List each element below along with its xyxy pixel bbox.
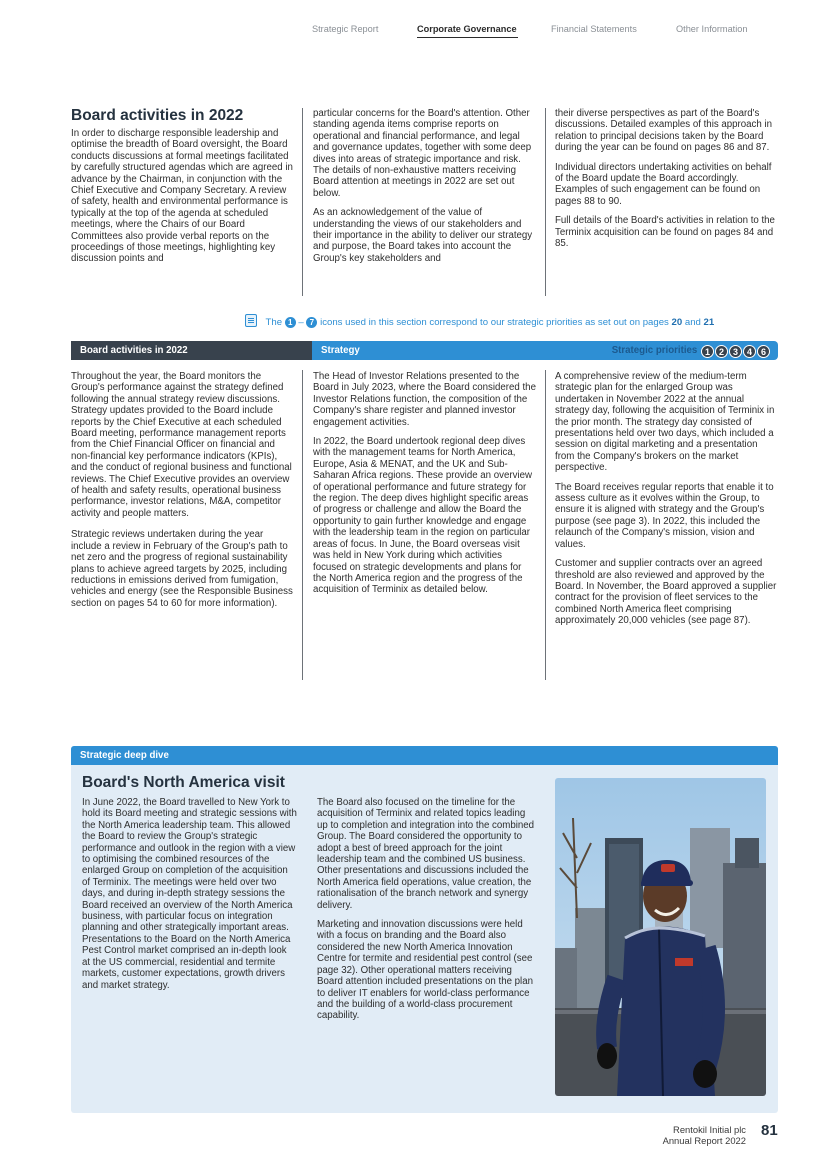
legend-prefix: The — [265, 317, 283, 328]
column-divider — [545, 370, 546, 680]
intro-column-1 — [71, 128, 293, 273]
section-nav — [0, 24, 825, 38]
strategy-column-3 — [555, 371, 777, 635]
priority-badge: 7 — [306, 317, 317, 328]
nav-strategic-report[interactable]: Strategic Report — [312, 24, 379, 34]
priorities-legend — [245, 314, 770, 328]
page-footer — [600, 1124, 746, 1146]
legend-page-link[interactable]: 21 — [703, 317, 715, 328]
deep-dive-col2-para-1: The Board also focused on the timeline for the acquisition of Terminix and related topics leading up to completion and integration into the combined Group. The Board considered the opportunity to adopt a best of breed approach for the joint leadership team and the combined US business. Other presentations and discussions included the North America field operations, value creation, the rationalisation of the branch network and synergy delivery. — [317, 797, 535, 911]
page-number: 81 — [761, 1122, 778, 1139]
column-divider — [302, 370, 303, 680]
strategy-col2-para-2: In 2022, the Board undertook regional deep dives with the management teams for North America, Europe, Asia & MENAT, and the UK and Sub-Saharan Africa regions. These provide an overview of operational performance and future strategy for the region. The deep dives highlight specific areas of progress or challenge and allow the Board the opportunity to gain further knowledge and engage with the leadership team in the region on particular areas of focus. In June, the Board overseas visit was held in New York during which activities focused on strategic developments and plans for the North America region and the progress of the acquisition of Terminix as detailed below. — [313, 436, 532, 596]
deep-dive-column-2 — [317, 797, 535, 1030]
bar-section-title: Board activities in 2022 — [71, 341, 312, 360]
deep-dive-col2-para-2: Marketing and innovation discussions were held with a focus on branding and the Board also considered the new North America Innovation Centre for termite and residential pest control (see page 32). Other operational matters receiving Board attention included presentations on the plan to deliver IT enablers for world-class performance and the building of a world-class procurement capability. — [317, 919, 533, 1022]
deep-dive-column-1 — [82, 797, 297, 999]
footer-report: Annual Report 2022 — [662, 1135, 746, 1146]
intro-col1-text: In order to discharge responsible leadership and optimise the breadth of Board oversight, the Board conducts discussions at formal meetings facilitated by carefully structured agendas which are agreed in advance by the Chairman, in conjunction with the Chief Executive and Company Secretary. A review of safety, health and environmental performance is typically at the top of the agenda at scheduled meetings, where the Chairs of our Board Committees also provide verbal reports on the proceedings of those meetings, highlighting key discussion points and — [71, 128, 293, 265]
strategy-col1-para-2: Strategic reviews undertaken during the year include a review in February of the Group's path to net zero and the progress of regional sustainability plans to achieve agreed targets by 2025, including reductions in emissions derived from fumigation, vehicles and energy (see the Responsible Business section on pages 54 to 60 for more information). — [71, 529, 293, 609]
priority-icon: 3 — [729, 345, 742, 358]
intro-col3-para-1: their diverse perspectives as part of the Board's discussions. Detailed examples of this approach in relation to principal decisions taken by the Board during the year can be found on pages 86 and 87. — [555, 108, 773, 154]
strategy-col3-para-3: Customer and supplier contracts over an agreed threshold are also reviewed and approved by the Board. In November, the Board approved a supplier contract for the provision of fleet services to the combined North America fleet comprising approximately 20,000 vehicles (see page 87). — [555, 558, 777, 627]
nav-other-information[interactable]: Other Information — [676, 24, 748, 34]
intro-column-3 — [555, 108, 777, 257]
footer-company: Rentokil Initial plc — [673, 1124, 746, 1135]
deep-dive-header: Strategic deep dive — [71, 746, 778, 765]
strategy-col2-para-1: The Head of Investor Relations presented to the Board in July 2023, where the Board considered the Investor Relations function, the composition of the Company's share register and planned investor engagement activities. — [313, 371, 536, 428]
intro-column-2 — [313, 108, 536, 272]
deep-dive-col1-text: In June 2022, the Board travelled to New York to hold its Board meeting and strategic sessions with the North America leadership team. This allowed the Board to review the Group's strategic performance and outlook in the region with a view to optimising the combined resources of the enlarged Group on completion of the acquisition of Terminix. The meetings were held over two days, and during in-depth strategy sessions the Board received an overview of the North America business, with particular focus on integration planning and other strategically important areas. Presentations to the Board on the North America Pest Control market comprised an in-depth look at the US commercial, residential and termite markets, customer expectations, growth drivers and market strategy. — [82, 797, 297, 991]
nav-active-underline — [417, 37, 518, 38]
priority-icon: 6 — [757, 345, 770, 358]
deep-dive-title: Board's North America visit — [82, 774, 285, 791]
legend-and: and — [684, 317, 701, 328]
intro-col3-para-3: Full details of the Board's activities in relation to the Terminix acquisition can be found on pages 84 and 85. — [555, 215, 775, 250]
city-technician-illustration — [555, 778, 766, 1096]
document-icon — [245, 314, 257, 327]
priority-icon: 1 — [701, 345, 714, 358]
strategy-section-bar — [71, 341, 778, 360]
nav-financial-statements[interactable]: Financial Statements — [551, 24, 637, 34]
strategy-col3-para-1: A comprehensive review of the medium-term strategic plan for the enlarged Group was undertaken in November 2022 at the annual strategy day, following the acquisition of Terminix in the prior month. The strategy day consisted of presentations held over two days, which included a session on digital marketing and a presentation from the Company's brokers on the market perspective. — [555, 371, 775, 474]
intro-col2-para-1: particular concerns for the Board's attention. Other standing agenda items comprise reports on operational and financial performance, and legal and governance updates, together with some deep dives into areas of strategic importance and risk. The details of non-exhaustive matters receiving Board attention at meetings in 2022 are set out below. — [313, 108, 532, 199]
strategy-column-2 — [313, 371, 536, 604]
strategy-column-1 — [71, 371, 293, 617]
legend-page-link[interactable]: 20 — [671, 317, 683, 328]
nav-corporate-governance[interactable]: Corporate Governance — [417, 24, 517, 34]
technician-photo — [555, 778, 766, 1096]
legend-text: icons used in this section correspond to our strategic priorities as set out on pages — [320, 317, 669, 328]
bar-category — [312, 341, 778, 360]
priority-badge: 1 — [285, 317, 296, 328]
column-divider — [545, 108, 546, 296]
strategic-priorities-label: Strategic priorities — [611, 345, 698, 356]
strategy-col3-para-2: The Board receives regular reports that enable it to assess culture as it evolves within the Group, to ensure it is aligned with strategy and the Group's purpose (see page 3). In 2022, this included the relaunch of the Company's mission, vision and values. — [555, 481, 774, 550]
priority-icon: 2 — [715, 345, 728, 358]
legend-dash: – — [298, 317, 304, 328]
intro-title: Board activities in 2022 — [71, 107, 244, 124]
strategic-priorities — [612, 341, 770, 360]
priority-icon: 4 — [743, 345, 756, 358]
intro-col3-para-2: Individual directors undertaking activities on behalf of the Board update the Board accordingly. Examples of such engagement can be found on pages 88 to 90. — [555, 161, 772, 207]
bar-category-label: Strategy — [321, 345, 360, 356]
intro-col2-para-2: As an acknowledgement of the value of understanding the views of our stakeholders and their importance in the ability to deliver our strategy and purpose, the Board takes into account the Group's key stakeholders and — [313, 207, 533, 264]
strategy-col1-para-1: Throughout the year, the Board monitors the Group's performance against the strategy defined following the annual strategy review discussions. Strategy updates provided to the Board include reports by the Chief Executive at each scheduled Board meeting, performance management reports from the Chief Financial Officer on financial and non-financial key performance indicators (KPIs), and the conduct of regional business and functional reviews. The Chief Executive provides an overview of health and safety results, operational business performance, investor relations, M&A, competitor activity and people matters. — [71, 371, 292, 519]
column-divider — [302, 108, 303, 296]
